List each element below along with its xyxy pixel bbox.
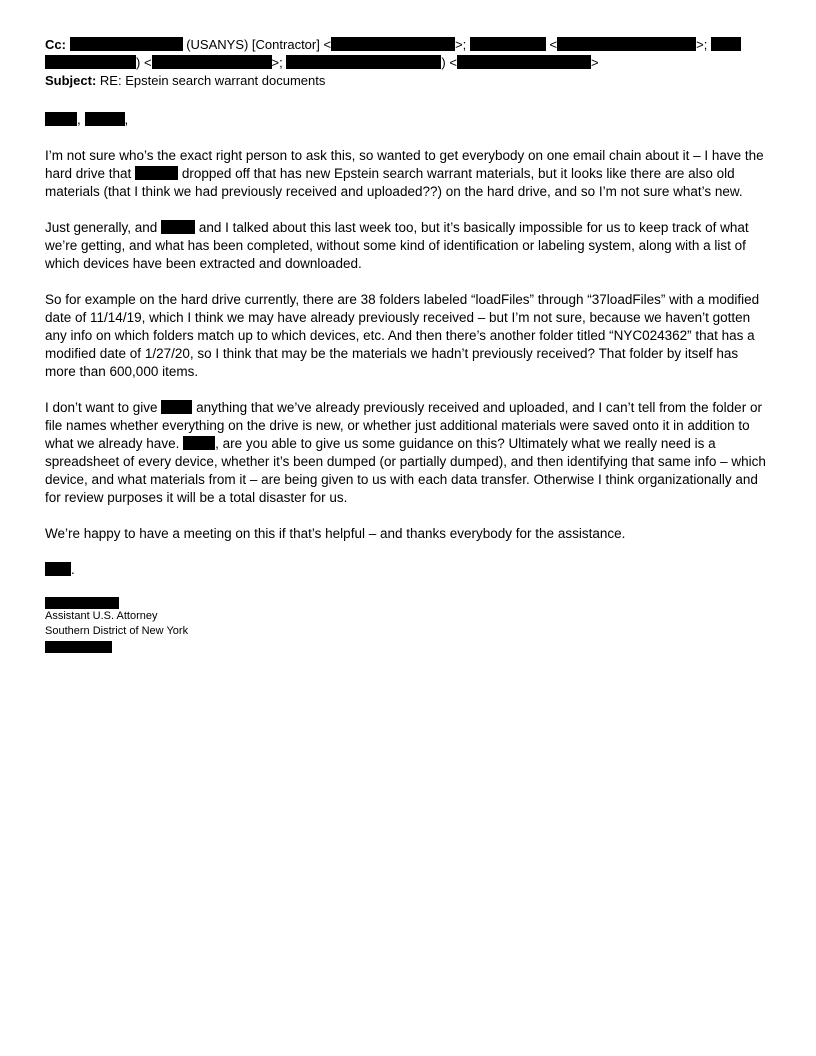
- redaction: [331, 37, 455, 51]
- email-body: [45, 36, 771, 653]
- redaction: [161, 400, 192, 414]
- paragraph-text: dropped off that has new Epstein search warrant materials, but it looks like there are also old materials (that I think we had previously received and uploaded??) on the hard drive, and so I’m not sure what’s new.: [45, 166, 743, 199]
- redaction: [183, 436, 215, 450]
- greeting: [45, 111, 771, 129]
- cc-text: >;: [455, 37, 467, 52]
- cc-text: >;: [271, 55, 283, 70]
- subject-text: RE: Epstein search warrant documents: [99, 73, 326, 88]
- redaction: [557, 37, 696, 51]
- signature-block: [45, 597, 771, 653]
- paragraph-text: and I talked about this last week too, but it’s basically impossible for us to keep track of what we’re getting, and what has been completed, without some kind of identification or labeling system, along with a list of which devices have been extracted and downloaded.: [45, 220, 749, 271]
- cc-text: <: [549, 37, 558, 52]
- redaction: [45, 641, 112, 653]
- paragraph-1: [45, 147, 771, 201]
- signature-office: Southern District of New York: [45, 625, 189, 637]
- signature-title: Assistant U.S. Attorney: [45, 610, 158, 622]
- paragraph-text: I don’t want to give: [45, 400, 158, 415]
- signoff-punct: .: [71, 562, 75, 577]
- redaction: [470, 37, 546, 51]
- paragraph-text: anything that we’ve already previously received and uploaded, and I can’t tell from the folder or file names whether everything on the drive is new, or whether just additional materials were saved onto it in addition to what we already have.: [45, 400, 762, 451]
- cc-text: >;: [696, 37, 708, 52]
- sign-off: [45, 561, 771, 579]
- paragraph-3: So for example on the hard drive currently, there are 38 folders labeled “loadFiles” through “37loadFiles” with a modified date of 11/14/19, which I think we may have already previously received – but I’m not sure, because we haven’t gotten any info on which folders match up to which devices, etc. And then there’s another folder titled “NYC024362” that has a modified date of 1/27/20, so I think that may be the materials we hadn’t previously received? That folder by itself has more than 600,000 items.: [45, 292, 760, 379]
- paragraph-5: We’re happy to have a meeting on this if that’s helpful – and thanks everybody for the assistance.: [45, 526, 626, 541]
- redaction: [70, 37, 183, 51]
- redaction: [152, 55, 272, 69]
- subject-label: Subject:: [45, 73, 97, 88]
- cc-text: (USANYS) [Contractor] <: [186, 37, 332, 52]
- paragraph-text: , are you able to give us some guidance on this? Ultimately what we really need is a spreadsheet of every device, whether it’s been dumped (or partially dumped), and then identifying that same info – which device, and what materials from it – are being given to us with each data transfer. Otherwise I think organizationally and for review purposes it will be a total disaster for us.: [45, 436, 766, 505]
- paragraph-2: [45, 219, 771, 273]
- redaction: [457, 55, 591, 69]
- cc-line: [45, 36, 771, 72]
- redaction: [135, 166, 178, 180]
- cc-label: Cc:: [45, 37, 66, 52]
- greeting-separator: ,: [124, 112, 129, 127]
- redaction: [45, 597, 119, 609]
- redaction: [45, 112, 77, 126]
- paragraph-4: [45, 399, 771, 507]
- redaction: [711, 37, 741, 51]
- redaction: [161, 220, 195, 234]
- cc-text: >: [590, 55, 599, 70]
- paragraph-text: Just generally, and: [45, 220, 158, 235]
- paragraph-text: I’m not sure who’s the exact right person to ask this, so wanted to get everybody on one email chain about it – I have the hard drive that: [45, 148, 764, 181]
- cc-text: ) <: [136, 55, 152, 70]
- redaction: [45, 55, 136, 69]
- subject-line: [45, 72, 771, 90]
- redaction: [45, 562, 71, 576]
- cc-text: ) <: [441, 55, 457, 70]
- greeting-separator: ,: [77, 112, 81, 127]
- redaction: [85, 112, 125, 126]
- redaction: [286, 55, 441, 69]
